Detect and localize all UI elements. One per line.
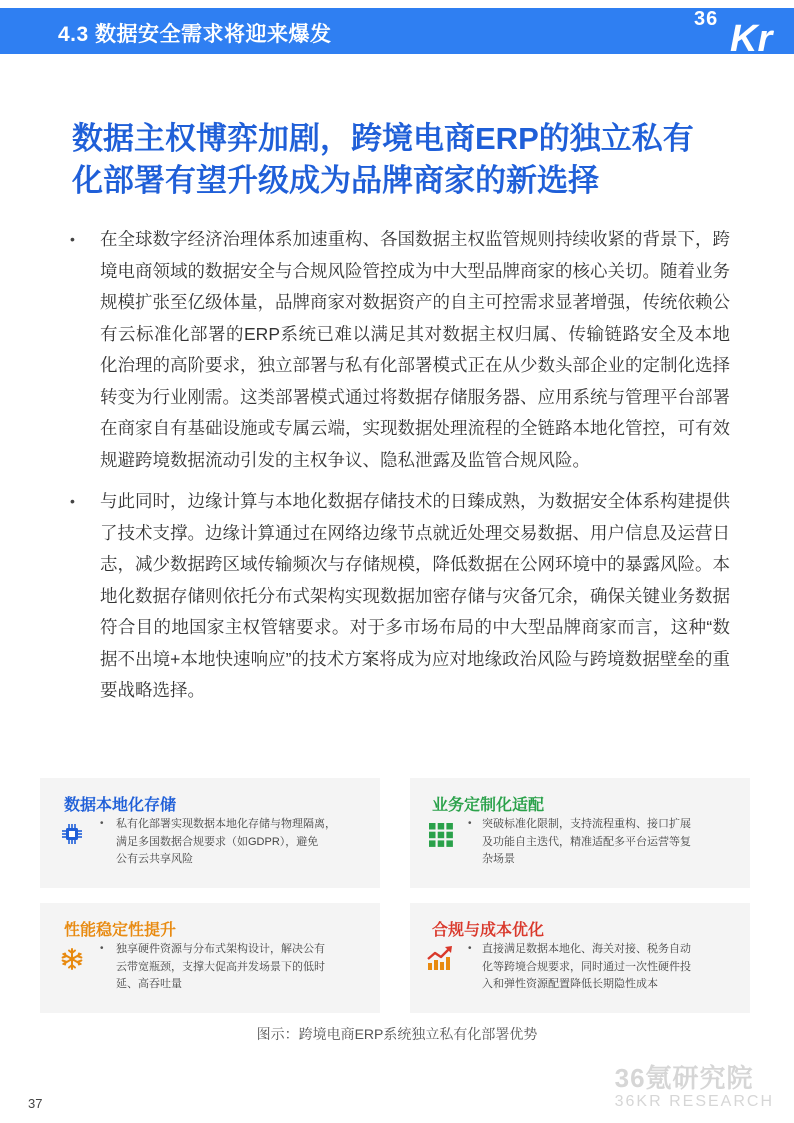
page-number: 37 <box>28 1096 43 1111</box>
card-text <box>482 941 744 994</box>
card-title: 性能稳定性提升 <box>64 922 177 939</box>
card-compliance-cost <box>410 903 750 1013</box>
card-text-line: 私有化部署实现数据本地化存储与物理隔离， <box>116 818 336 830</box>
card-title: 合规与成本优化 <box>432 922 545 939</box>
card-text-line: 突破标准化限制，支持流程重构、接口扩展 <box>482 818 691 830</box>
card-text-line: 入和弹性资源配置降低长期隐性成本 <box>482 978 658 990</box>
paragraph-text: 在全球数字经济治理体系加速重构、各国数据主权监管规则持续收紧的背景下，跨境电商领域的数据安全与合规风险管控成为中大型品牌商家的核心关切。随着业务规模扩张至亿级体量，品牌商家对数据资产的自主可控需求显著增强，传统依赖公有云标准化部署的ERP系统已难以满足其对数据主权归属、传输链路安全及本地化治理的高阶要求，独立部署与私有化部署模式正在从少数头部企业的定制化选择转变为行业刚需。这类部署模式通过将数据存储服务器、应用系统与管理平台部署在商家自有基础设施或专属云端，实现数据处理流程的全链路本地化管控，可有效规避跨境数据流动引发的主权争议、隐私泄露及监管合规风险。 <box>100 229 730 470</box>
card-text-line: 满足多国数据合规要求（如GDPR），避免 <box>116 835 319 848</box>
card-performance-stability <box>40 903 380 1013</box>
figure-caption: 图示：跨境电商ERP系统独立私有化部署优势 <box>256 1026 538 1042</box>
card-text-line: 延、高吞吐量 <box>116 978 182 990</box>
card-text-line: 杂场景 <box>482 853 515 865</box>
card-data-localization <box>40 778 380 888</box>
card-text <box>482 816 744 869</box>
card-text <box>116 941 372 994</box>
watermark <box>615 1058 774 1111</box>
card-text-line: 云带宽瓶颈，支撑大促高并发场景下的低时 <box>116 960 325 973</box>
grid-icon <box>428 822 452 846</box>
page-title-line2: 化部署有望升级成为品牌商家的新选择 <box>72 163 599 198</box>
watermark-line1: 36氪研究院 <box>614 1063 754 1093</box>
card-business-customization <box>410 778 750 888</box>
card-bullet: • <box>468 943 472 954</box>
chip-icon <box>60 822 84 846</box>
card-title: 业务定制化适配 <box>432 797 545 814</box>
section-title: 4.3 数据安全需求将迎来爆发 <box>58 23 332 46</box>
paragraph-1 <box>70 224 730 476</box>
bullet-dot: • <box>70 231 75 247</box>
bullet-dot: • <box>70 493 75 509</box>
chart-icon <box>426 945 450 969</box>
paragraph-2 <box>70 486 730 707</box>
card-text-line: 直接满足数据本地化、海关对接、税务自动 <box>482 943 691 955</box>
logo-number: 36 <box>694 8 719 30</box>
card-title: 数据本地化存储 <box>64 797 177 814</box>
36kr-logo <box>694 6 790 60</box>
body-text <box>70 224 730 717</box>
paragraph-text: 与此同时，边缘计算与本地化数据存储技术的日臻成熟，为数据安全体系构建提供了技术支撑。边缘计算通过在网络边缘节点就近处理交易数据、用户信息及运营日志，减少数据跨区域传输频次与存储规模，降低数据在公网环境中的暴露风险。本地化数据存储则依托分布式架构实现数据加密存储与灾备冗余，确保关键业务数据符合目的地国家主权管辖要求。对于多市场布局的中大型品牌商家而言，这种“数据不出境+本地快速响应”的技术方案将成为应对地缘政治风险与跨境数据壁垒的重要战略选择。 <box>100 491 730 700</box>
card-bullet: • <box>468 818 472 829</box>
card-text <box>116 816 372 869</box>
card-text-line: 公有云共享风险 <box>116 853 193 865</box>
page-title <box>72 118 732 202</box>
card-text-line: 及功能自主迭代，精准适配多平台运营等复 <box>482 835 691 848</box>
watermark-line2: 36KR RESEARCH <box>614 1093 774 1110</box>
snowflake-icon <box>60 947 84 971</box>
page-title-line1: 数据主权博弈加剧，跨境电商ERP的独立私有 <box>72 121 694 156</box>
card-text-line: 独享硬件资源与分布式架构设计，解决公有 <box>116 943 325 955</box>
card-bullet: • <box>100 943 104 954</box>
logo-letters: Kr <box>730 18 773 60</box>
card-bullet: • <box>100 818 104 829</box>
card-text-line: 化等跨境合规要求，同时通过一次性硬件投 <box>482 960 691 973</box>
